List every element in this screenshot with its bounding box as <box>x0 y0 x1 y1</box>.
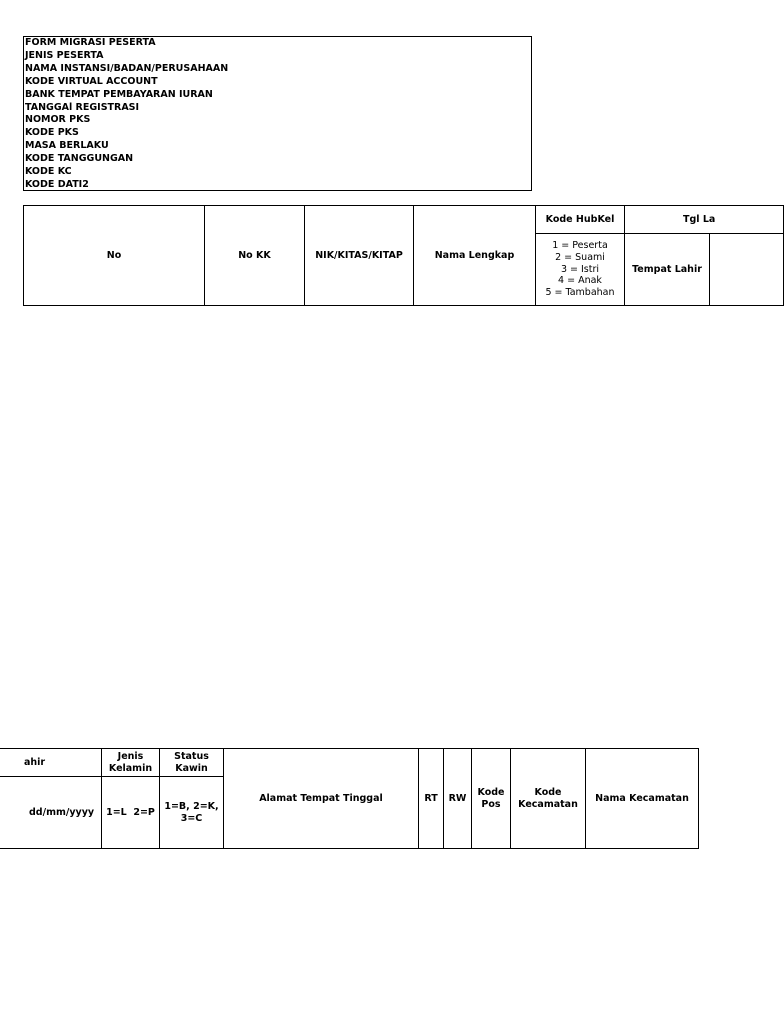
form-header-line: KODE VIRTUAL ACCOUNT <box>25 75 158 87</box>
header-tgl-lahir-tail: ahir <box>0 749 102 777</box>
table-1-viewport <box>23 205 716 306</box>
header-no: No <box>24 206 205 306</box>
form-header-line: FORM MIGRASI PESERTA <box>25 37 156 48</box>
form-header-line: JENIS PESERTA <box>25 49 104 61</box>
hubkel-legend-item: 3 = Istri <box>560 263 600 275</box>
header-tgl-lahir-value <box>710 234 784 306</box>
header-tempat-lahir: Tempat Lahir <box>625 234 710 306</box>
header-status-kawin: Status Kawin <box>160 749 224 777</box>
header-nama-kecamatan: Nama Kecamatan <box>586 749 699 849</box>
header-jenis-kelamin: Jenis Kelamin <box>102 749 160 777</box>
status-kawin-legend: 1=B, 2=K, 3=C <box>160 777 224 849</box>
form-header-line: KODE DATI2 <box>25 178 89 190</box>
form-header-line: KODE KC <box>25 166 72 178</box>
table-2-viewport <box>23 748 703 849</box>
form-header-line: BANK TEMPAT PEMBAYARAN IURAN <box>25 88 213 100</box>
form-header-box <box>23 36 532 191</box>
header-rw: RW <box>444 749 472 849</box>
date-format: dd/mm/yyyy <box>0 777 102 849</box>
form-header-line: MASA BERLAKU <box>25 140 109 152</box>
form-header-line: TANGGAl REGISTRASI <box>25 101 140 113</box>
header-tgl-lahir: Tgl La <box>625 206 784 234</box>
hubkel-legend-item: 2 = Suami <box>555 251 605 263</box>
table-2 <box>0 748 699 849</box>
header-no-kk: No KK <box>205 206 305 306</box>
table-1 <box>23 205 784 306</box>
form-header-line: KODE TANGGUNGAN <box>25 153 134 165</box>
header-kode-hubkel: Kode HubKel <box>536 206 625 234</box>
header-nama-lengkap: Nama Lengkap <box>414 206 536 306</box>
header-alamat-tempat-tinggal: Alamat Tempat Tinggal <box>224 749 419 849</box>
header-kode-kecamatan: Kode Kecamatan <box>511 749 586 849</box>
hubkel-legend-item: 5 = Tambahan <box>545 287 615 299</box>
form-header-line: NOMOR PKS <box>25 114 91 126</box>
hubkel-legend-item: 1 = Peserta <box>552 240 608 251</box>
form-header-line: NAMA INSTANSI/BADAN/PERUSAHAAN <box>25 62 229 74</box>
header-nik-kitas-kitap: NIK/KITAS/KITAP <box>305 206 414 306</box>
hubkel-legend-item: 4 = Anak <box>558 275 602 287</box>
jenis-kelamin-legend: 1=L 2=P <box>102 777 160 849</box>
hubkel-legend <box>536 234 625 306</box>
header-kode-pos: Kode Pos <box>472 749 511 849</box>
form-header-line: KODE PKS <box>25 127 79 139</box>
header-rt: RT <box>419 749 444 849</box>
